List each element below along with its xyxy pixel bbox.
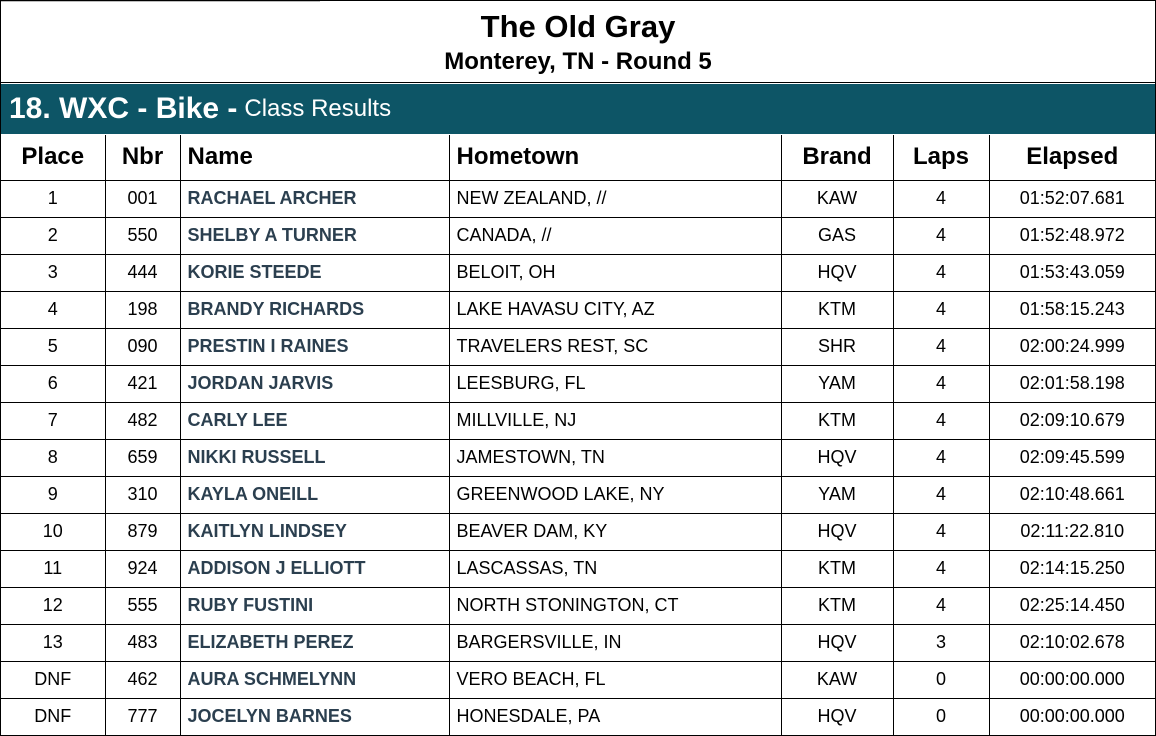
number-cell: 879	[105, 513, 180, 550]
table-row	[1, 365, 1155, 402]
elapsed-cell: 02:14:15.250	[989, 550, 1155, 587]
hometown-cell: LAKE HAVASU CITY, AZ	[449, 291, 781, 328]
place-cell: 9	[1, 476, 105, 513]
laps-cell: 4	[893, 254, 989, 291]
rider-name-cell: ADDISON J ELLIOTT	[180, 550, 449, 587]
number-cell: 198	[105, 291, 180, 328]
laps-cell: 4	[893, 402, 989, 439]
event-title: The Old Gray	[480, 9, 676, 44]
results-table	[1, 135, 1155, 735]
table-row	[1, 328, 1155, 365]
place-cell: 11	[1, 550, 105, 587]
laps-cell: 4	[893, 217, 989, 254]
class-results-label: Class Results	[244, 95, 392, 122]
table-row	[1, 698, 1155, 735]
rider-name-cell: CARLY LEE	[180, 402, 449, 439]
rider-name-cell: JORDAN JARVIS	[180, 365, 449, 402]
brand-cell: HQV	[781, 624, 893, 661]
table-row	[1, 291, 1155, 328]
table-row	[1, 476, 1155, 513]
table-row	[1, 513, 1155, 550]
elapsed-cell: 02:00:24.999	[989, 328, 1155, 365]
table-row	[1, 254, 1155, 291]
hometown-cell: MILLVILLE, NJ	[449, 402, 781, 439]
brand-cell: GAS	[781, 217, 893, 254]
hometown-cell: BELOIT, OH	[449, 254, 781, 291]
hometown-cell: NEW ZEALAND, //	[449, 180, 781, 217]
number-cell: 001	[105, 180, 180, 217]
brand-cell: KTM	[781, 587, 893, 624]
laps-cell: 4	[893, 439, 989, 476]
brand-cell: SHR	[781, 328, 893, 365]
place-cell: 6	[1, 365, 105, 402]
laps-cell: 4	[893, 291, 989, 328]
event-subtitle: Monterey, TN - Round 5	[444, 48, 712, 75]
number-cell: 444	[105, 254, 180, 291]
place-cell: 5	[1, 328, 105, 365]
hometown-cell: VERO BEACH, FL	[449, 661, 781, 698]
number-cell: 310	[105, 476, 180, 513]
number-cell: 550	[105, 217, 180, 254]
place-cell: 13	[1, 624, 105, 661]
elapsed-cell: 02:25:14.450	[989, 587, 1155, 624]
place-cell: DNF	[1, 661, 105, 698]
number-cell: 482	[105, 402, 180, 439]
table-row	[1, 180, 1155, 217]
place-cell: 1	[1, 180, 105, 217]
elapsed-cell: 02:11:22.810	[989, 513, 1155, 550]
laps-cell: 3	[893, 624, 989, 661]
table-row	[1, 624, 1155, 661]
rider-name-cell: PRESTIN I RAINES	[180, 328, 449, 365]
table-row	[1, 217, 1155, 254]
rider-name-cell: KAITLYN LINDSEY	[180, 513, 449, 550]
elapsed-cell: 02:09:10.679	[989, 402, 1155, 439]
table-row	[1, 661, 1155, 698]
number-cell: 421	[105, 365, 180, 402]
brand-cell: HQV	[781, 698, 893, 735]
number-cell: 659	[105, 439, 180, 476]
brand-cell: HQV	[781, 254, 893, 291]
elapsed-cell: 02:09:45.599	[989, 439, 1155, 476]
laps-cell: 4	[893, 180, 989, 217]
rider-name-cell: SHELBY A TURNER	[180, 217, 449, 254]
laps-cell: 4	[893, 328, 989, 365]
rider-name-cell: RUBY FUSTINI	[180, 587, 449, 624]
rider-name-cell: BRANDY RICHARDS	[180, 291, 449, 328]
elapsed-cell: 02:10:48.661	[989, 476, 1155, 513]
brand-cell: KTM	[781, 402, 893, 439]
column-header-place: Place	[1, 135, 105, 180]
hometown-cell: JAMESTOWN, TN	[449, 439, 781, 476]
hometown-cell: LEESBURG, FL	[449, 365, 781, 402]
brand-cell: YAM	[781, 365, 893, 402]
class-header-bar	[1, 84, 1155, 134]
place-cell: 12	[1, 587, 105, 624]
laps-cell: 0	[893, 661, 989, 698]
place-cell: 10	[1, 513, 105, 550]
hometown-cell: BEAVER DAM, KY	[449, 513, 781, 550]
table-header-row	[1, 135, 1155, 180]
number-cell: 777	[105, 698, 180, 735]
elapsed-cell: 02:10:02.678	[989, 624, 1155, 661]
place-cell: 7	[1, 402, 105, 439]
column-header-name: Name	[180, 135, 449, 180]
brand-cell: KAW	[781, 180, 893, 217]
hometown-cell: HONESDALE, PA	[449, 698, 781, 735]
column-header-hometown: Hometown	[449, 135, 781, 180]
elapsed-cell: 01:52:07.681	[989, 180, 1155, 217]
brand-cell: KTM	[781, 550, 893, 587]
hometown-cell: BARGERSVILLE, IN	[449, 624, 781, 661]
rider-name-cell: AURA SCHMELYNN	[180, 661, 449, 698]
column-header-laps: Laps	[893, 135, 989, 180]
column-header-elapsed: Elapsed	[989, 135, 1155, 180]
number-cell: 924	[105, 550, 180, 587]
place-cell: 2	[1, 217, 105, 254]
laps-cell: 4	[893, 587, 989, 624]
event-header	[1, 1, 1155, 83]
table-row	[1, 587, 1155, 624]
place-cell: 8	[1, 439, 105, 476]
table-row	[1, 550, 1155, 587]
rider-name-cell: KORIE STEEDE	[180, 254, 449, 291]
place-cell: 4	[1, 291, 105, 328]
elapsed-cell: 01:53:43.059	[989, 254, 1155, 291]
brand-cell: YAM	[781, 476, 893, 513]
results-table-body	[1, 180, 1155, 735]
rider-name-cell: JOCELYN BARNES	[180, 698, 449, 735]
elapsed-cell: 01:58:15.243	[989, 291, 1155, 328]
elapsed-cell: 01:52:48.972	[989, 217, 1155, 254]
number-cell: 555	[105, 587, 180, 624]
hometown-cell: GREENWOOD LAKE, NY	[449, 476, 781, 513]
place-cell: DNF	[1, 698, 105, 735]
elapsed-cell: 00:00:00.000	[989, 661, 1155, 698]
laps-cell: 4	[893, 365, 989, 402]
hometown-cell: LASCASSAS, TN	[449, 550, 781, 587]
brand-cell: KTM	[781, 291, 893, 328]
rider-name-cell: KAYLA ONEILL	[180, 476, 449, 513]
elapsed-cell: 00:00:00.000	[989, 698, 1155, 735]
hometown-cell: TRAVELERS REST, SC	[449, 328, 781, 365]
laps-cell: 4	[893, 550, 989, 587]
laps-cell: 4	[893, 513, 989, 550]
column-header-brand: Brand	[781, 135, 893, 180]
brand-cell: HQV	[781, 439, 893, 476]
column-header-nbr: Nbr	[105, 135, 180, 180]
number-cell: 483	[105, 624, 180, 661]
elapsed-cell: 02:01:58.198	[989, 365, 1155, 402]
number-cell: 462	[105, 661, 180, 698]
laps-cell: 4	[893, 476, 989, 513]
brand-cell: HQV	[781, 513, 893, 550]
rider-name-cell: ELIZABETH PEREZ	[180, 624, 449, 661]
place-cell: 3	[1, 254, 105, 291]
class-name: 18. WXC - Bike -	[9, 92, 238, 125]
hometown-cell: CANADA, //	[449, 217, 781, 254]
number-cell: 090	[105, 328, 180, 365]
table-row	[1, 439, 1155, 476]
rider-name-cell: NIKKI RUSSELL	[180, 439, 449, 476]
laps-cell: 0	[893, 698, 989, 735]
hometown-cell: NORTH STONINGTON, CT	[449, 587, 781, 624]
table-row	[1, 402, 1155, 439]
brand-cell: KAW	[781, 661, 893, 698]
rider-name-cell: RACHAEL ARCHER	[180, 180, 449, 217]
